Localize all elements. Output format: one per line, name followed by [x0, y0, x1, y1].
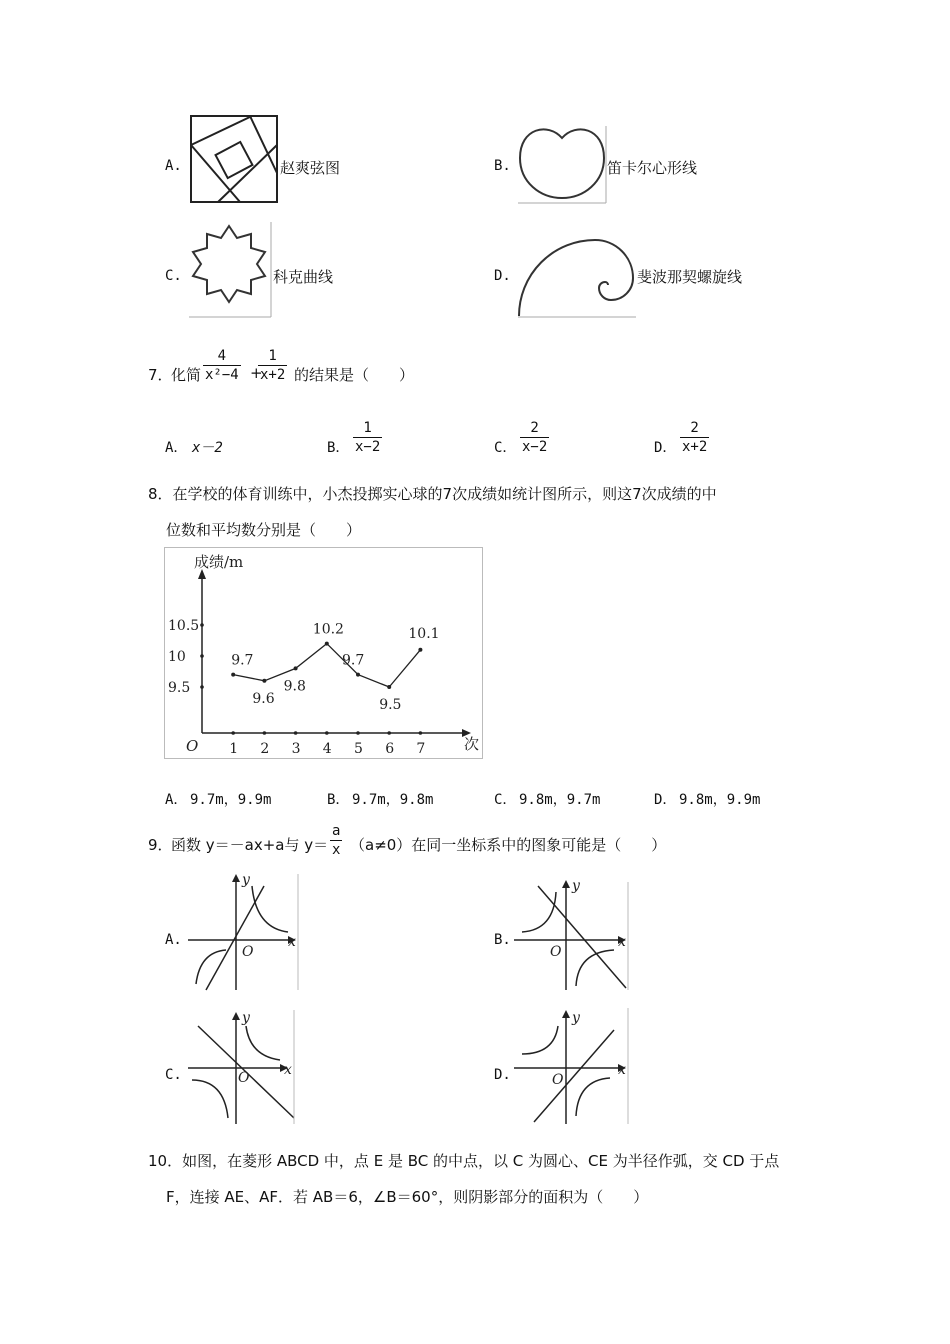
q8-option-d: D．: [654, 792, 677, 808]
question-9-text-a: 函数 y＝－ax+a与 y＝: [171, 836, 329, 854]
x-axis-label: 次: [464, 735, 480, 753]
q7-option-b-fraction: $\frac{1}{x-2}$: [355, 420, 381, 455]
question-9-text-b: （a≠0）在同一坐标系中的图象可能是（ ）: [350, 836, 667, 854]
data-point: [294, 666, 298, 670]
y-tick-mark: [200, 654, 204, 658]
y-axis-label: 成绩/m: [194, 553, 244, 571]
svg-text:y: y: [242, 1010, 250, 1026]
data-label: 9.7: [231, 652, 254, 669]
data-point: [418, 648, 422, 652]
data-point: [387, 685, 391, 689]
data-label: 9.5: [379, 697, 402, 713]
x-tick-mark: [294, 731, 298, 735]
q7-option-c-fraction: $\frac{2}{x-2}$: [522, 420, 548, 455]
svg-text:x: x: [284, 1062, 292, 1078]
x-tick-label: 5: [354, 741, 363, 757]
graph-option-b-icon: [514, 878, 630, 992]
option-caption-a: 赵爽弦图: [280, 159, 341, 177]
x-tick-mark: [325, 731, 329, 735]
y-tick-label: 10.5: [168, 618, 200, 634]
svg-text:O: O: [242, 944, 254, 960]
fraction-1-over-x-plus-2: $\frac{1}{x+2}$: [260, 348, 286, 383]
question-number-9: 9．: [148, 836, 173, 854]
question-8-line-2: 位数和平均数分别是（ ）: [166, 521, 362, 539]
question-number-7: 7．: [148, 366, 173, 384]
svg-text:x: x: [288, 934, 296, 950]
x-tick-mark: [419, 731, 423, 735]
option-caption-d: 斐波那契螺旋线: [637, 268, 743, 286]
series-line: [233, 644, 420, 687]
x-tick-mark: [231, 731, 235, 735]
data-point: [231, 673, 235, 677]
graph-option-d-icon: [514, 1006, 630, 1126]
x-tick-label: 7: [416, 741, 426, 757]
data-label: 9.7: [342, 652, 365, 669]
x-tick-label: 2: [260, 741, 270, 757]
data-label: 10.2: [312, 621, 344, 638]
option-letter-b: B.: [494, 158, 511, 174]
data-label: 10.1: [408, 625, 440, 642]
question-10-line-2: F，连接 AE、AF．若 AB＝6，∠B＝60°，则阴影部分的面积为（ ）: [166, 1188, 649, 1206]
svg-text:O: O: [238, 1070, 250, 1086]
y-tick-label: 9.5: [168, 680, 191, 696]
question-7-prefix: 化简: [171, 366, 202, 384]
svg-text:x: x: [618, 934, 626, 950]
descartes-cardioid-icon: [518, 126, 608, 204]
q8-option-d-text: 9.8m，9.9m: [679, 792, 761, 808]
svg-text:y: y: [572, 1010, 580, 1026]
q9-option-d-letter: D.: [494, 1067, 511, 1083]
option-letter-a: A.: [165, 158, 182, 174]
q9-option-c-letter: C.: [165, 1067, 182, 1083]
svg-text:y: y: [572, 878, 580, 894]
q7-option-b-letter: B．: [327, 440, 350, 456]
q9-option-a-letter: A.: [165, 932, 182, 948]
koch-snowflake-icon: [185, 222, 273, 318]
question-10-line-1: 10．如图，在菱形 ABCD 中，点 E 是 BC 的中点，以 C 为圆心、CE 为半径作弧，交 CD 于点: [148, 1152, 780, 1170]
y-tick-mark: [200, 623, 204, 627]
q8-option-b-text: 9.7m，9.8m: [352, 792, 434, 808]
origin-label: O: [186, 737, 199, 755]
zhao-shuang-string-diagram-icon: [190, 115, 280, 203]
data-point: [262, 679, 266, 683]
svg-text:O: O: [552, 1072, 564, 1088]
data-point: [325, 642, 329, 646]
graph-option-a-icon: [188, 872, 300, 992]
x-tick-label: 4: [322, 741, 332, 757]
data-label: 9.8: [283, 678, 306, 695]
fibonacci-spiral-icon: [516, 232, 638, 318]
data-point: [356, 673, 360, 677]
x-tick-mark: [263, 731, 267, 735]
fraction-a-over-x: $\frac{a}{x}$: [332, 823, 341, 858]
svg-text:x: x: [618, 1062, 626, 1078]
fraction-4-over-x2-4: $\frac{4}{\text{x²−4}}$: [205, 348, 239, 383]
q7-option-d-letter: D．: [654, 440, 677, 456]
line-chart: [164, 547, 484, 759]
q7-option-a-letter: A．: [165, 440, 188, 456]
data-label: 9.6: [252, 690, 275, 707]
option-caption-b: 笛卡尔心形线: [607, 159, 698, 177]
q7-option-a-text: x－2: [192, 440, 223, 456]
q8-option-a-text: 9.7m，9.9m: [190, 792, 272, 808]
x-tick-label: 1: [229, 741, 239, 757]
x-tick-label: 3: [291, 741, 301, 757]
option-letter-d: D.: [494, 268, 511, 284]
q8-option-c-text: 9.8m，9.7m: [519, 792, 601, 808]
q9-option-b-letter: B.: [494, 932, 511, 948]
svg-text:O: O: [550, 944, 562, 960]
y-tick-mark: [200, 685, 204, 689]
question-8-line-1: 8．在学校的体育训练中，小杰投掷实心球的7次成绩如统计图所示，则这7次成绩的中: [148, 485, 717, 503]
graph-option-c-icon: [188, 1008, 298, 1126]
q7-option-d-fraction: $\frac{2}{x+2}$: [682, 420, 708, 455]
y-tick-label: 10: [168, 649, 186, 665]
x-tick-mark: [387, 731, 391, 735]
q8-option-c: C．: [494, 792, 517, 808]
option-caption-c: 科克曲线: [273, 268, 334, 286]
plus-sign: +: [250, 364, 263, 382]
q8-option-a: A．: [165, 792, 188, 808]
x-tick-label: 6: [385, 741, 395, 757]
svg-text:y: y: [242, 872, 250, 888]
q7-option-c-letter: C．: [494, 440, 517, 456]
option-letter-c: C.: [165, 268, 182, 284]
question-7-suffix: 的结果是（ ）: [294, 366, 415, 384]
q8-option-b: B．: [327, 792, 350, 808]
x-tick-mark: [356, 731, 360, 735]
